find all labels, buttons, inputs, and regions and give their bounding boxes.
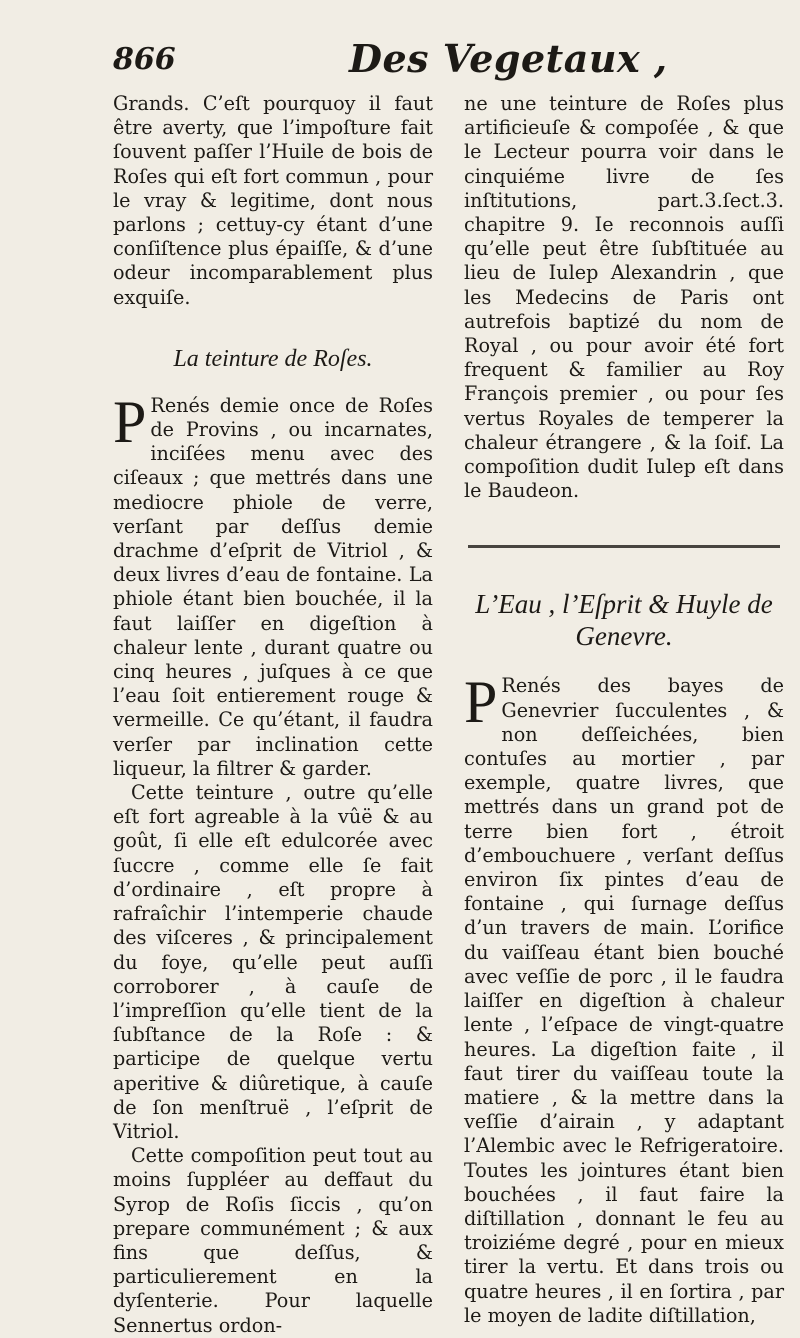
drop-cap: P [464, 669, 498, 736]
recipe-text-genevre: Renés des bayes de Genevrier ſucculentes , & non deſſeichées, bien contuſes au mortier , par exemple, quatre livres, que mettrés dans un grand pot de terre bien fort , étroit d’embouchuere , verſant deſſus environ ſix pintes d’eau de fontaine , qui ſurnage deſſus d’un travers de main. L’orifice du vaiſſeau étant bien bouché avec veſſie de porc , il le faudra laiſſer en digeſtion à chaleur lente , l’eſpace de vingt-quatre heures. La digeſtion faite , il faut tirer du vaiſſeau toute la matiere , & la mettre dans la veſſie d’airain , y adaptant l’Alembic avec le Refrigeratoire. Toutes les jointures étant bien bouchées , il faut faire la diſtillation , donnant le feu au troiziéme degré , pour en mieux tirer la vertu. Et dans trois ou quatre heures , il en ſortira , par le moyen de ladite diſtillation, [464, 674, 784, 1327]
page-header [113, 36, 753, 86]
right-column [464, 92, 784, 1328]
intro-paragraph: Grands. C’eſt pourquoy il faut être averty, que l’impoſture fait ſouvent paſſer l’Huile de bois de Roſes qui eſt fort commun , pour le vray & legitime, dont nous parlons ; cettuy-cy étant d’une conſiſtence plus épaiſſe, & d’une odeur incomparablement plus exquiſe. [113, 92, 433, 309]
usage-paragraph-roses: Cette teinture , outre qu’elle eſt fort agreable à la vûë & au goût, ſi elle eſt edulcorée avec ſuccre , comme elle ſe fait d’ordinaire , eſt propre à rafraîchir l’intemperie chaude des viſceres , & principalement du foye, qu’elle peut auſſi corroborer , à cauſe de l’impreſſion qu’elle tient de la ſubſtance de la Roſe : & participe de quelque vertu aperitive & diûretique, à cauſe de ſon menſtruë , l’eſprit de Vitriol. [113, 781, 433, 1143]
recipe-text-roses: Renés demie once de Roſes de Provins , ou incarnates, inciſées menu avec des ciſeaux ; que mettrés dans une mediocre phiole de verre, verſant par deſſus demie drachme d’eſprit de Vitriol , & deux livres d’eau de fontaine. La phiole étant bien bouchée, il la faut laiſſer en digeſtion à chaleur lente , durant quatre ou cinq heures , juſques à ce que l’eau ſoit entierement rouge & vermeille. Ce qu’étant, il faudra verſer par inclination cette liqueur, la filtrer & garder. [113, 393, 433, 780]
section-title-teinture-de-roses: La teinture de Roſes. [173, 345, 373, 372]
recipe-paragraph-genevre [464, 669, 784, 1327]
drop-cap: P [113, 388, 147, 455]
left-column [113, 92, 433, 1338]
composition-paragraph-roses: Cette compoſition peut tout au moins ſuppléer au deffaut du Syrop de Roſis ſiccis , qu’on prepare communément ; & aux fins que deſſus, & particulierement en la dyſenterie. Pour laquelle Sennertus ordon- [113, 1144, 433, 1337]
running-title: Des Vegetaux , [349, 36, 668, 81]
recipe-paragraph-roses [113, 388, 433, 781]
continuation-paragraph: ne une teinture de Roſes plus artificieuſe & compoſée , & que le Lecteur pourra voir dans le cinquiéme livre de ſes inſtitutions, part.3.ſect.3. chapitre 9. Ie reconnois auſſi qu’elle peut être ſubſtituée au lieu de Iulep Alexandrin , que les Medecins de Paris ont autrefois baptizé du nom de Royal , ou pour avoir été fort frequent & familier au Roy François premier , ou pour ſes vertus Royales de temperer la chaleur étrangere , & la ſoif. La compoſition dudit Iulep eſt dans le Baudeon. [464, 92, 784, 503]
section-title-genevre: L’Eau , l’Eſprit & Huyle de Genevre. [475, 589, 773, 652]
section-divider [468, 545, 780, 548]
page-number: 866 [113, 42, 176, 77]
